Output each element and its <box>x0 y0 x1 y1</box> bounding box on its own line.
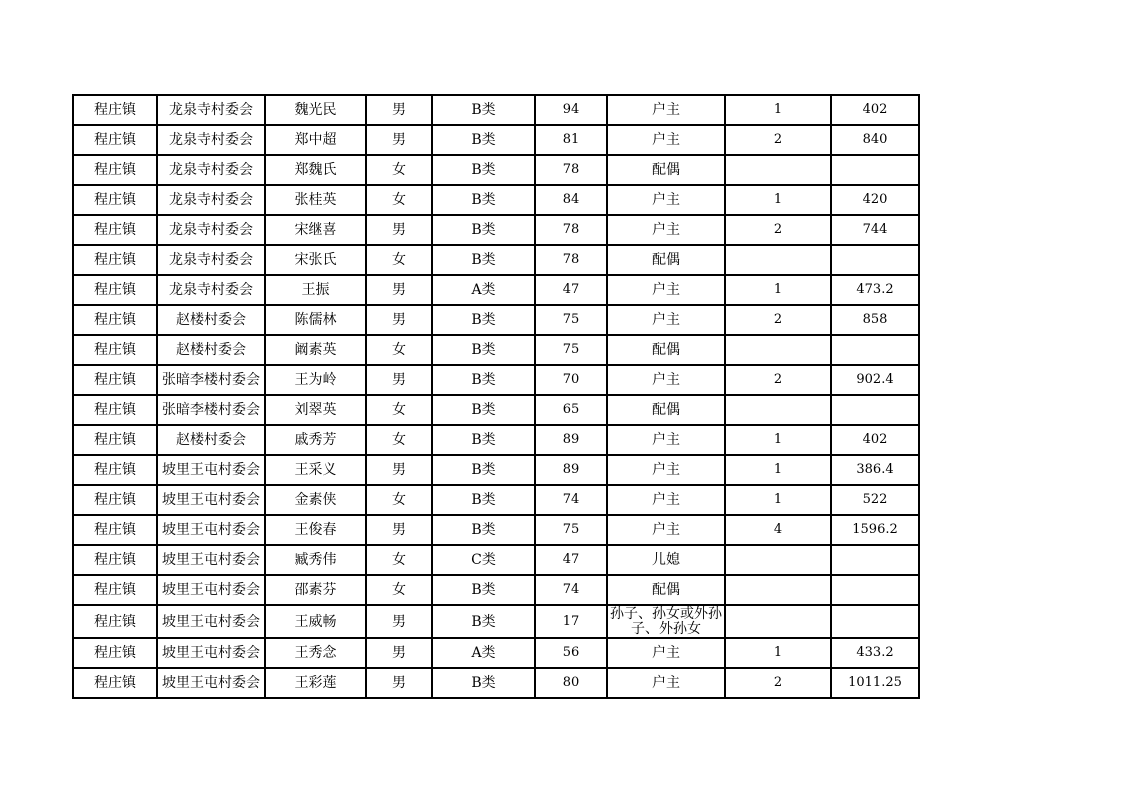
cell-name: 刘翠英 <box>265 395 366 425</box>
cell-age: 78 <box>535 245 607 275</box>
cell-relation: 配偶 <box>607 245 725 275</box>
table-row <box>73 305 919 335</box>
cell-gender: 女 <box>366 395 432 425</box>
cell-town: 程庄镇 <box>73 485 157 515</box>
cell-amount: 402 <box>831 95 919 125</box>
table-row <box>73 365 919 395</box>
cell-amount: 386.4 <box>831 455 919 485</box>
cell-town: 程庄镇 <box>73 125 157 155</box>
cell-category: B类 <box>432 515 535 545</box>
cell-category: C类 <box>432 545 535 575</box>
cell-village: 龙泉寺村委会 <box>157 95 265 125</box>
cell-gender: 女 <box>366 155 432 185</box>
cell-name: 阚素英 <box>265 335 366 365</box>
cell-relation: 配偶 <box>607 575 725 605</box>
table-row <box>73 125 919 155</box>
cell-age: 80 <box>535 668 607 698</box>
cell-age: 17 <box>535 605 607 638</box>
cell-amount <box>831 245 919 275</box>
cell-name: 戚秀芳 <box>265 425 366 455</box>
cell-age: 65 <box>535 395 607 425</box>
cell-relation: 配偶 <box>607 395 725 425</box>
cell-relation: 户主 <box>607 275 725 305</box>
cell-category: A类 <box>432 275 535 305</box>
cell-gender: 女 <box>366 425 432 455</box>
cell-household-count: 1 <box>725 275 831 305</box>
cell-town: 程庄镇 <box>73 365 157 395</box>
cell-amount: 840 <box>831 125 919 155</box>
cell-gender: 女 <box>366 485 432 515</box>
cell-household-count: 2 <box>725 215 831 245</box>
cell-relation: 户主 <box>607 455 725 485</box>
cell-age: 94 <box>535 95 607 125</box>
cell-household-count <box>725 545 831 575</box>
cell-gender: 男 <box>366 515 432 545</box>
cell-household-count: 1 <box>725 95 831 125</box>
cell-village: 坡里王屯村委会 <box>157 668 265 698</box>
cell-town: 程庄镇 <box>73 425 157 455</box>
cell-age: 47 <box>535 275 607 305</box>
cell-gender: 男 <box>366 125 432 155</box>
cell-household-count <box>725 575 831 605</box>
cell-relation: 儿媳 <box>607 545 725 575</box>
cell-age: 70 <box>535 365 607 395</box>
cell-gender: 女 <box>366 545 432 575</box>
cell-category: B类 <box>432 485 535 515</box>
cell-village: 张暗李楼村委会 <box>157 395 265 425</box>
cell-amount: 433.2 <box>831 638 919 668</box>
cell-relation: 配偶 <box>607 155 725 185</box>
cell-village: 龙泉寺村委会 <box>157 245 265 275</box>
table-row <box>73 485 919 515</box>
table-row <box>73 575 919 605</box>
cell-category: B类 <box>432 575 535 605</box>
cell-gender: 女 <box>366 335 432 365</box>
cell-village: 龙泉寺村委会 <box>157 215 265 245</box>
table-row <box>73 275 919 305</box>
cell-town: 程庄镇 <box>73 275 157 305</box>
cell-category: B类 <box>432 305 535 335</box>
cell-age: 75 <box>535 335 607 365</box>
cell-gender: 女 <box>366 245 432 275</box>
cell-age: 74 <box>535 575 607 605</box>
cell-amount: 473.2 <box>831 275 919 305</box>
cell-amount: 744 <box>831 215 919 245</box>
cell-name: 郑中超 <box>265 125 366 155</box>
cell-amount <box>831 545 919 575</box>
cell-name: 陈儒林 <box>265 305 366 335</box>
cell-village: 坡里王屯村委会 <box>157 575 265 605</box>
cell-town: 程庄镇 <box>73 95 157 125</box>
cell-household-count: 1 <box>725 485 831 515</box>
cell-age: 47 <box>535 545 607 575</box>
data-table <box>72 94 920 699</box>
table-row <box>73 455 919 485</box>
cell-household-count: 1 <box>725 638 831 668</box>
cell-amount: 1596.2 <box>831 515 919 545</box>
cell-amount <box>831 605 919 638</box>
cell-village: 坡里王屯村委会 <box>157 545 265 575</box>
cell-amount: 420 <box>831 185 919 215</box>
cell-age: 84 <box>535 185 607 215</box>
cell-amount <box>831 395 919 425</box>
table-row <box>73 668 919 698</box>
cell-household-count <box>725 155 831 185</box>
cell-household-count: 1 <box>725 185 831 215</box>
cell-town: 程庄镇 <box>73 155 157 185</box>
cell-gender: 男 <box>366 455 432 485</box>
cell-relation: 户主 <box>607 215 725 245</box>
cell-category: B类 <box>432 455 535 485</box>
cell-age: 89 <box>535 455 607 485</box>
cell-village: 坡里王屯村委会 <box>157 638 265 668</box>
cell-village: 坡里王屯村委会 <box>157 605 265 638</box>
cell-name: 王振 <box>265 275 366 305</box>
cell-age: 74 <box>535 485 607 515</box>
cell-amount <box>831 155 919 185</box>
cell-village: 赵楼村委会 <box>157 335 265 365</box>
cell-age: 75 <box>535 515 607 545</box>
cell-age: 78 <box>535 215 607 245</box>
cell-village: 坡里王屯村委会 <box>157 485 265 515</box>
cell-category: B类 <box>432 125 535 155</box>
table-row <box>73 545 919 575</box>
cell-household-count: 2 <box>725 365 831 395</box>
cell-amount: 858 <box>831 305 919 335</box>
cell-village: 赵楼村委会 <box>157 425 265 455</box>
cell-name: 王采义 <box>265 455 366 485</box>
cell-town: 程庄镇 <box>73 638 157 668</box>
cell-name: 宋张氏 <box>265 245 366 275</box>
cell-name: 金素侠 <box>265 485 366 515</box>
cell-gender: 男 <box>366 605 432 638</box>
cell-gender: 女 <box>366 575 432 605</box>
cell-relation: 户主 <box>607 305 725 335</box>
cell-name: 张桂英 <box>265 185 366 215</box>
cell-name: 魏光民 <box>265 95 366 125</box>
cell-relation: 户主 <box>607 668 725 698</box>
cell-village: 龙泉寺村委会 <box>157 125 265 155</box>
cell-village: 龙泉寺村委会 <box>157 155 265 185</box>
cell-relation: 配偶 <box>607 335 725 365</box>
cell-village: 坡里王屯村委会 <box>157 515 265 545</box>
cell-town: 程庄镇 <box>73 215 157 245</box>
cell-category: A类 <box>432 638 535 668</box>
cell-amount: 902.4 <box>831 365 919 395</box>
table-row <box>73 605 919 638</box>
cell-gender: 女 <box>366 185 432 215</box>
cell-category: B类 <box>432 365 535 395</box>
cell-amount <box>831 575 919 605</box>
cell-household-count: 2 <box>725 305 831 335</box>
cell-name: 郑魏氏 <box>265 155 366 185</box>
cell-name: 邵素芬 <box>265 575 366 605</box>
cell-household-count <box>725 605 831 638</box>
cell-category: B类 <box>432 155 535 185</box>
cell-name: 王威畅 <box>265 605 366 638</box>
cell-household-count: 1 <box>725 455 831 485</box>
cell-household-count <box>725 395 831 425</box>
cell-age: 81 <box>535 125 607 155</box>
cell-gender: 男 <box>366 275 432 305</box>
cell-household-count <box>725 245 831 275</box>
cell-town: 程庄镇 <box>73 545 157 575</box>
cell-relation: 孙子、孙女或外孙子、外孙女 <box>607 605 725 638</box>
cell-gender: 男 <box>366 95 432 125</box>
cell-town: 程庄镇 <box>73 305 157 335</box>
cell-category: B类 <box>432 605 535 638</box>
cell-town: 程庄镇 <box>73 455 157 485</box>
cell-town: 程庄镇 <box>73 668 157 698</box>
cell-age: 78 <box>535 155 607 185</box>
cell-name: 王秀念 <box>265 638 366 668</box>
table-row <box>73 95 919 125</box>
cell-category: B类 <box>432 668 535 698</box>
cell-relation: 户主 <box>607 185 725 215</box>
cell-village: 坡里王屯村委会 <box>157 455 265 485</box>
table-row <box>73 395 919 425</box>
cell-name: 臧秀伟 <box>265 545 366 575</box>
cell-category: B类 <box>432 215 535 245</box>
cell-age: 75 <box>535 305 607 335</box>
cell-category: B类 <box>432 425 535 455</box>
cell-category: B类 <box>432 395 535 425</box>
table-row <box>73 215 919 245</box>
cell-gender: 男 <box>366 638 432 668</box>
cell-category: B类 <box>432 245 535 275</box>
table-row <box>73 185 919 215</box>
cell-age: 89 <box>535 425 607 455</box>
cell-village: 龙泉寺村委会 <box>157 185 265 215</box>
table-row <box>73 155 919 185</box>
cell-name: 王彩莲 <box>265 668 366 698</box>
cell-gender: 男 <box>366 365 432 395</box>
table-row <box>73 638 919 668</box>
table-row <box>73 245 919 275</box>
cell-name: 王俊春 <box>265 515 366 545</box>
cell-village: 张暗李楼村委会 <box>157 365 265 395</box>
table-row <box>73 335 919 365</box>
table-row <box>73 515 919 545</box>
cell-amount <box>831 335 919 365</box>
cell-household-count: 1 <box>725 425 831 455</box>
cell-gender: 男 <box>366 305 432 335</box>
cell-relation: 户主 <box>607 515 725 545</box>
table-row <box>73 425 919 455</box>
cell-relation: 户主 <box>607 485 725 515</box>
cell-relation: 户主 <box>607 95 725 125</box>
cell-gender: 男 <box>366 215 432 245</box>
cell-category: B类 <box>432 185 535 215</box>
cell-age: 56 <box>535 638 607 668</box>
cell-category: B类 <box>432 95 535 125</box>
cell-amount: 402 <box>831 425 919 455</box>
cell-town: 程庄镇 <box>73 575 157 605</box>
cell-household-count: 2 <box>725 125 831 155</box>
cell-town: 程庄镇 <box>73 515 157 545</box>
cell-name: 宋继喜 <box>265 215 366 245</box>
cell-relation: 户主 <box>607 365 725 395</box>
cell-gender: 男 <box>366 668 432 698</box>
cell-amount: 1011.25 <box>831 668 919 698</box>
cell-village: 赵楼村委会 <box>157 305 265 335</box>
cell-town: 程庄镇 <box>73 245 157 275</box>
cell-relation: 户主 <box>607 638 725 668</box>
cell-town: 程庄镇 <box>73 185 157 215</box>
cell-town: 程庄镇 <box>73 395 157 425</box>
cell-category: B类 <box>432 335 535 365</box>
cell-village: 龙泉寺村委会 <box>157 275 265 305</box>
table-body <box>73 95 919 698</box>
cell-town: 程庄镇 <box>73 335 157 365</box>
cell-household-count: 4 <box>725 515 831 545</box>
cell-relation: 户主 <box>607 425 725 455</box>
cell-household-count: 2 <box>725 668 831 698</box>
cell-town: 程庄镇 <box>73 605 157 638</box>
cell-amount: 522 <box>831 485 919 515</box>
cell-household-count <box>725 335 831 365</box>
cell-relation: 户主 <box>607 125 725 155</box>
cell-name: 王为岭 <box>265 365 366 395</box>
